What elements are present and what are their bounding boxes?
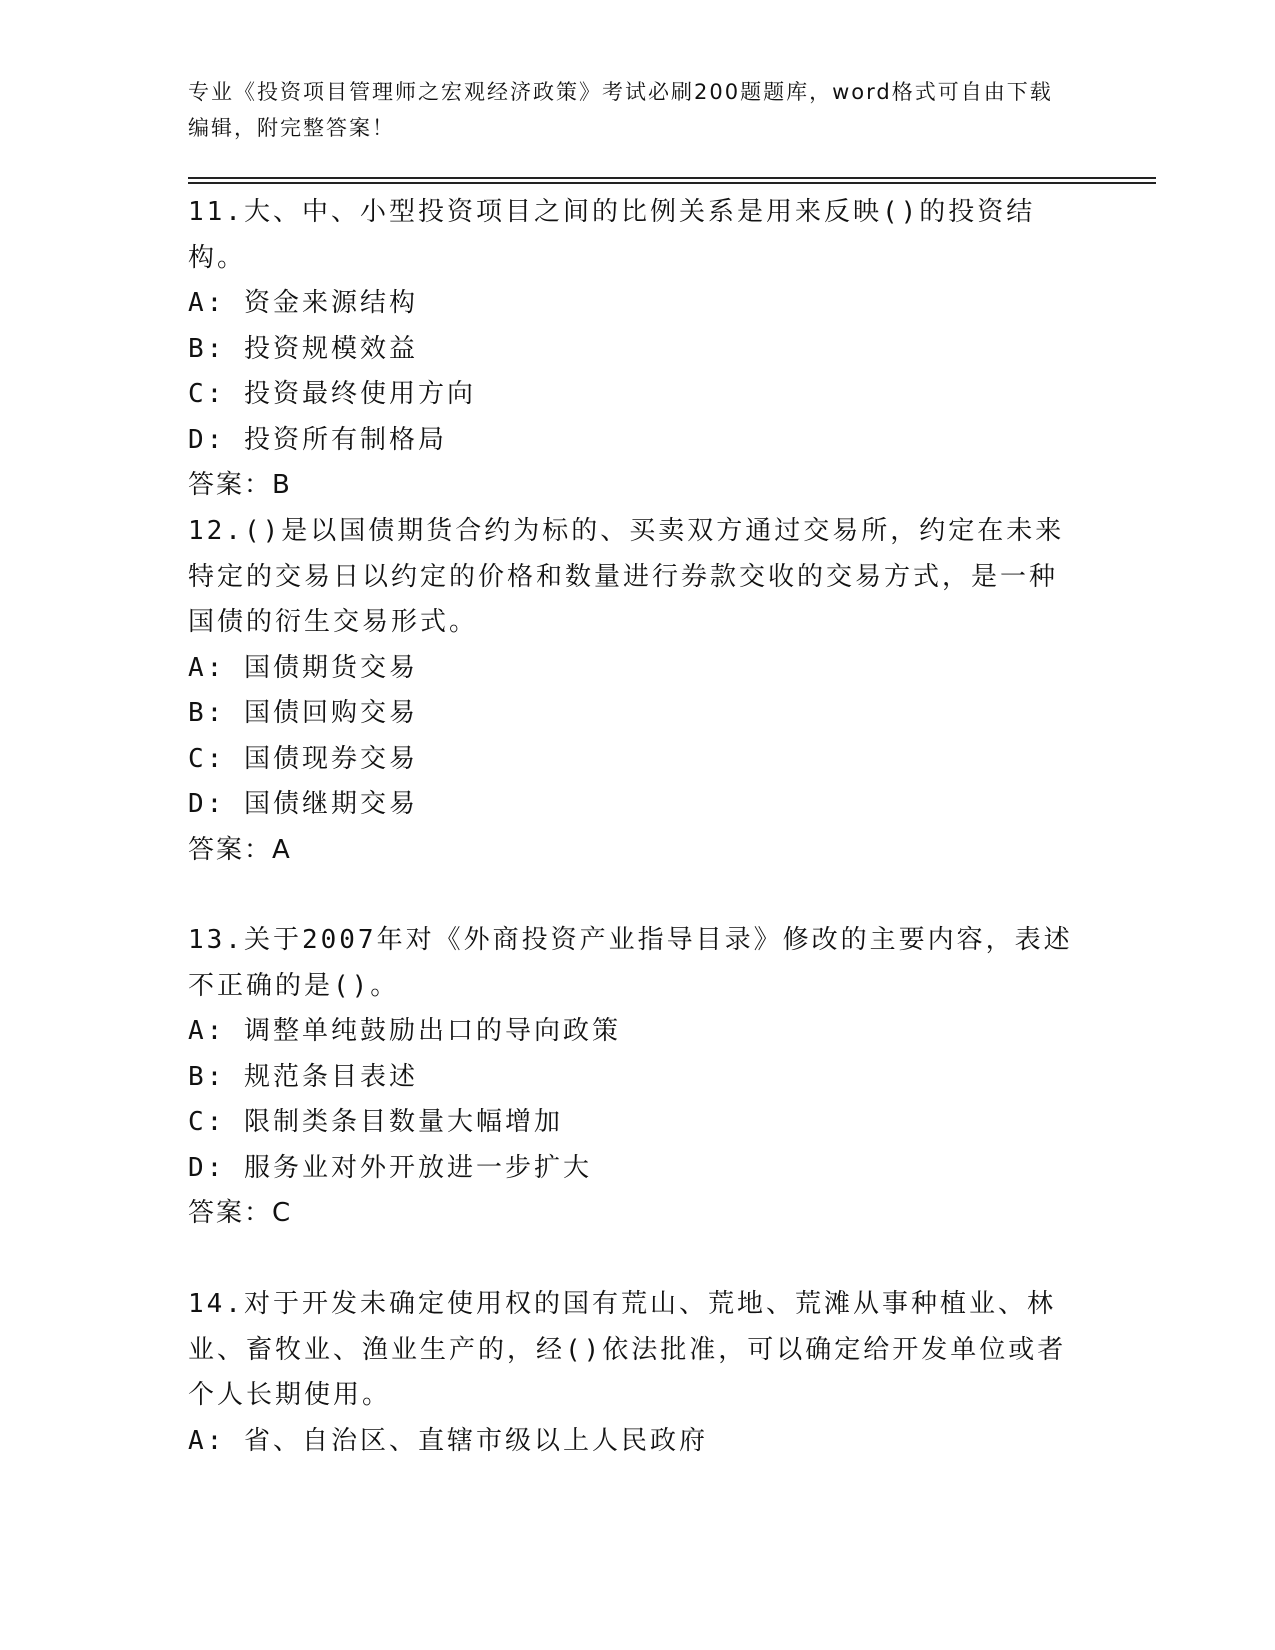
option-a: A: 调整单纯鼓励出口的导向政策 — [188, 1016, 621, 1046]
option-c: C: 国债现券交易 — [188, 743, 418, 774]
question-text: 13.关于2007年对《外商投资产业指导目录》修改的主要内容，表述不正确的是()。 — [188, 925, 1073, 1001]
option-b: B: 国债回购交易 — [188, 698, 418, 728]
header-rule-bottom — [188, 182, 1156, 184]
option-a: A: 资金来源结构 — [188, 288, 418, 318]
header-rule-top — [188, 177, 1156, 179]
question-12 — [188, 509, 1078, 873]
option-a: A: 省、自治区、直辖市级以上人民政府 — [188, 1425, 708, 1456]
answer: 答案：C — [188, 1198, 293, 1228]
question-11 — [188, 190, 1078, 509]
question-text: 12.()是以国债期货合约为标的、买卖双方通过交易所，约定在未来特定的交易日以约定的价格和数量进行券款交收的交易方式，是一种国债的衍生交易形式。 — [188, 516, 1065, 637]
option-d: D: 国债继期交易 — [188, 789, 418, 819]
document-intro: 专业《投资项目管理师之宏观经济政策》考试必刷200题题库，word格式可自由下载编辑，附完整答案！ — [188, 80, 1053, 140]
answer: 答案：B — [188, 470, 292, 500]
question-text: 14.对于开发未确定使用权的国有荒山、荒地、荒滩从事种植业、林业、畜牧业、渔业生产的，经()依法批准，可以确定给开发单位或者个人长期使用。 — [188, 1289, 1067, 1410]
question-13 — [188, 918, 1078, 1237]
option-a: A: 国债期货交易 — [188, 652, 418, 683]
option-c: C: 投资最终使用方向 — [188, 379, 476, 409]
option-b: B: 规范条目表述 — [188, 1061, 418, 1092]
question-text: 11.大、中、小型投资项目之间的比例关系是用来反映()的投资结构。 — [188, 197, 1036, 273]
answer: 答案：A — [188, 834, 292, 865]
option-d: D: 投资所有制格局 — [188, 424, 447, 455]
option-d: D: 服务业对外开放进一步扩大 — [188, 1152, 592, 1183]
option-c: C: 限制类条目数量大幅增加 — [188, 1107, 563, 1137]
option-b: B: 投资规模效益 — [188, 333, 418, 364]
question-14 — [188, 1282, 1078, 1464]
